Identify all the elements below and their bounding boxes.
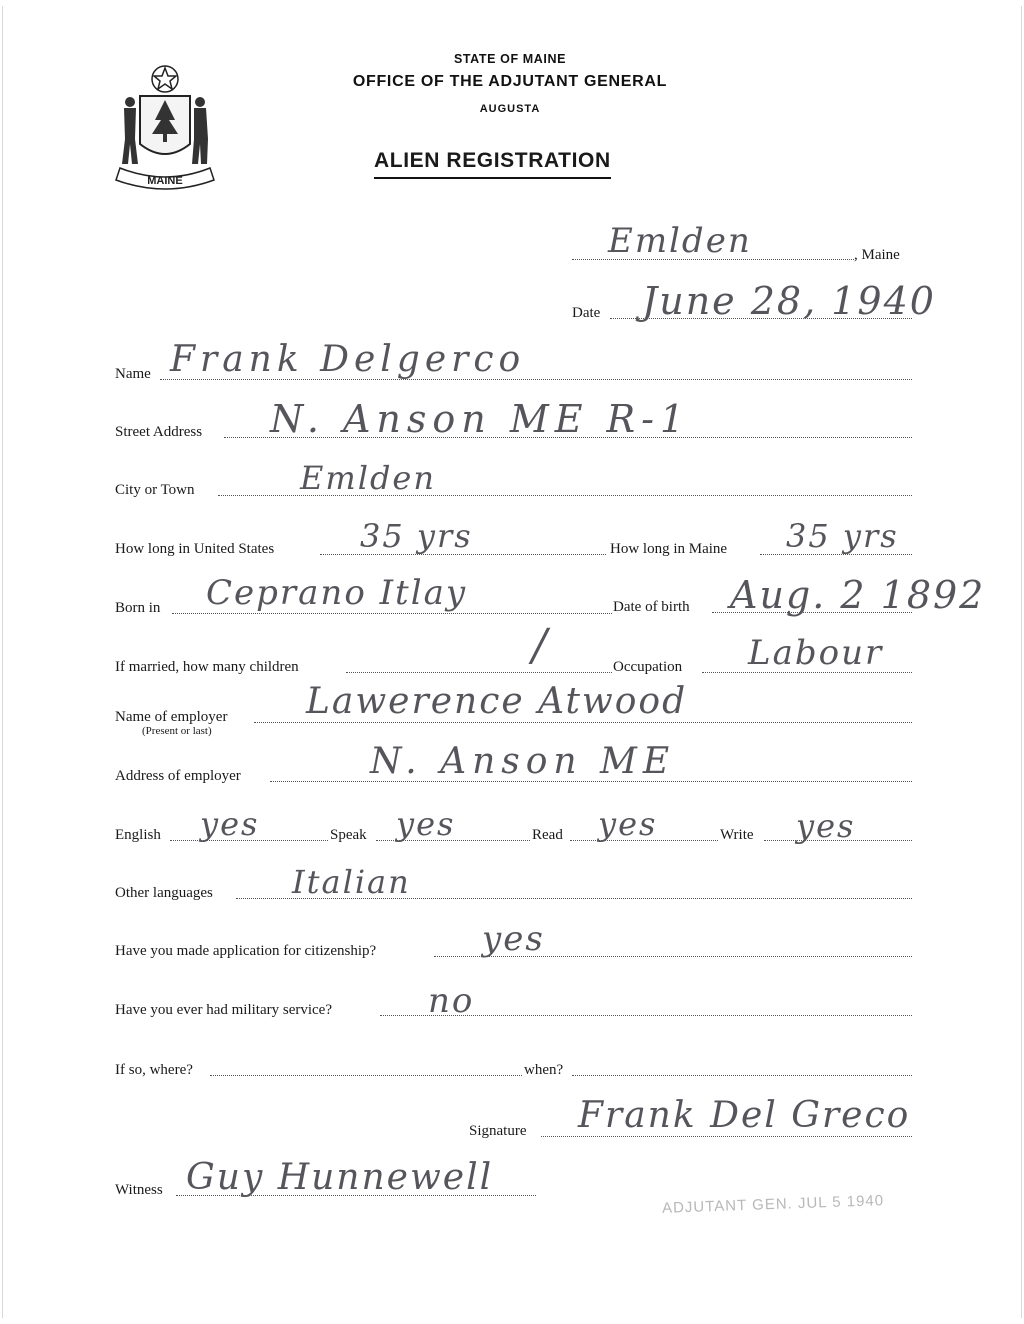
children-line (346, 672, 612, 673)
maine-value: 35 yrs (786, 517, 899, 555)
other-languages-value: Italian (292, 863, 411, 901)
read-value: yes (598, 805, 658, 843)
dob-label: Date of birth (613, 599, 690, 615)
name-value: Frank Delgerco (170, 339, 526, 380)
dob-value: Aug. 2 1892 (730, 573, 986, 617)
when-line (572, 1075, 912, 1076)
military-value: no (428, 981, 475, 1021)
where-label: If so, where? (115, 1062, 193, 1078)
us-label: How long in United States (115, 541, 275, 557)
city-value: Emlden (300, 459, 436, 497)
signature-value: Frank Del Greco (578, 1095, 911, 1136)
occupation-value: Labour (748, 633, 884, 673)
citizenship-label: Have you made application for citizenship? (115, 943, 377, 959)
employer-line (254, 722, 912, 723)
children-value: / (532, 620, 549, 671)
employer-address-value: N. Anson ME (370, 741, 676, 782)
office-heading: OFFICE OF THE ADJUTANT GENERAL (352, 73, 668, 90)
city-label: City or Town (115, 482, 195, 498)
write-label: Write (720, 827, 754, 843)
city-heading: AUGUSTA (479, 103, 541, 115)
witness-value: Guy Hunnewell (186, 1157, 494, 1198)
english-value: yes (200, 805, 260, 843)
state-heading: STATE OF MAINE (453, 52, 567, 66)
born-label: Born in (115, 600, 161, 616)
us-value: 35 yrs (360, 517, 473, 555)
where-line (210, 1075, 522, 1076)
occupation-label: Occupation (613, 659, 683, 675)
employer-address-label: Address of employer (115, 768, 241, 784)
employer-sublabel: (Present or last) (142, 725, 212, 737)
street-label: Street Address (115, 424, 203, 440)
read-label: Read (532, 827, 563, 843)
maine-label: How long in Maine (610, 541, 728, 557)
speak-label: Speak (330, 827, 367, 843)
employer-value: Lawerence Atwood (306, 681, 688, 722)
born-value: Ceprano Itlay (206, 573, 468, 613)
signature-label: Signature (469, 1123, 527, 1139)
witness-label: Witness (115, 1182, 163, 1198)
name-label: Name (115, 366, 151, 382)
born-line (172, 613, 612, 614)
maine-suffix: , Maine (854, 247, 900, 263)
date-label: Date (572, 305, 601, 321)
english-label: English (115, 827, 161, 843)
employer-label: Name of employer (115, 709, 228, 725)
signature-line (541, 1136, 912, 1137)
military-label: Have you ever had military service? (115, 1002, 332, 1018)
received-date-stamp: ADJUTANT GEN. JUL 5 1940 (661, 1192, 885, 1217)
speak-value: yes (396, 805, 456, 843)
children-label: If married, how many children (115, 659, 299, 675)
citizenship-value: yes (482, 919, 545, 959)
place-value: Emlden (608, 221, 752, 261)
street-value: N. Anson ME R-1 (270, 397, 691, 441)
date-value: June 28, 1940 (642, 279, 936, 323)
write-value: yes (796, 807, 856, 845)
when-label: when? (524, 1062, 564, 1078)
form-title: ALIEN REGISTRATION (374, 149, 611, 179)
other-languages-label: Other languages (115, 885, 213, 901)
seal-banner-text: MAINE (147, 175, 183, 187)
